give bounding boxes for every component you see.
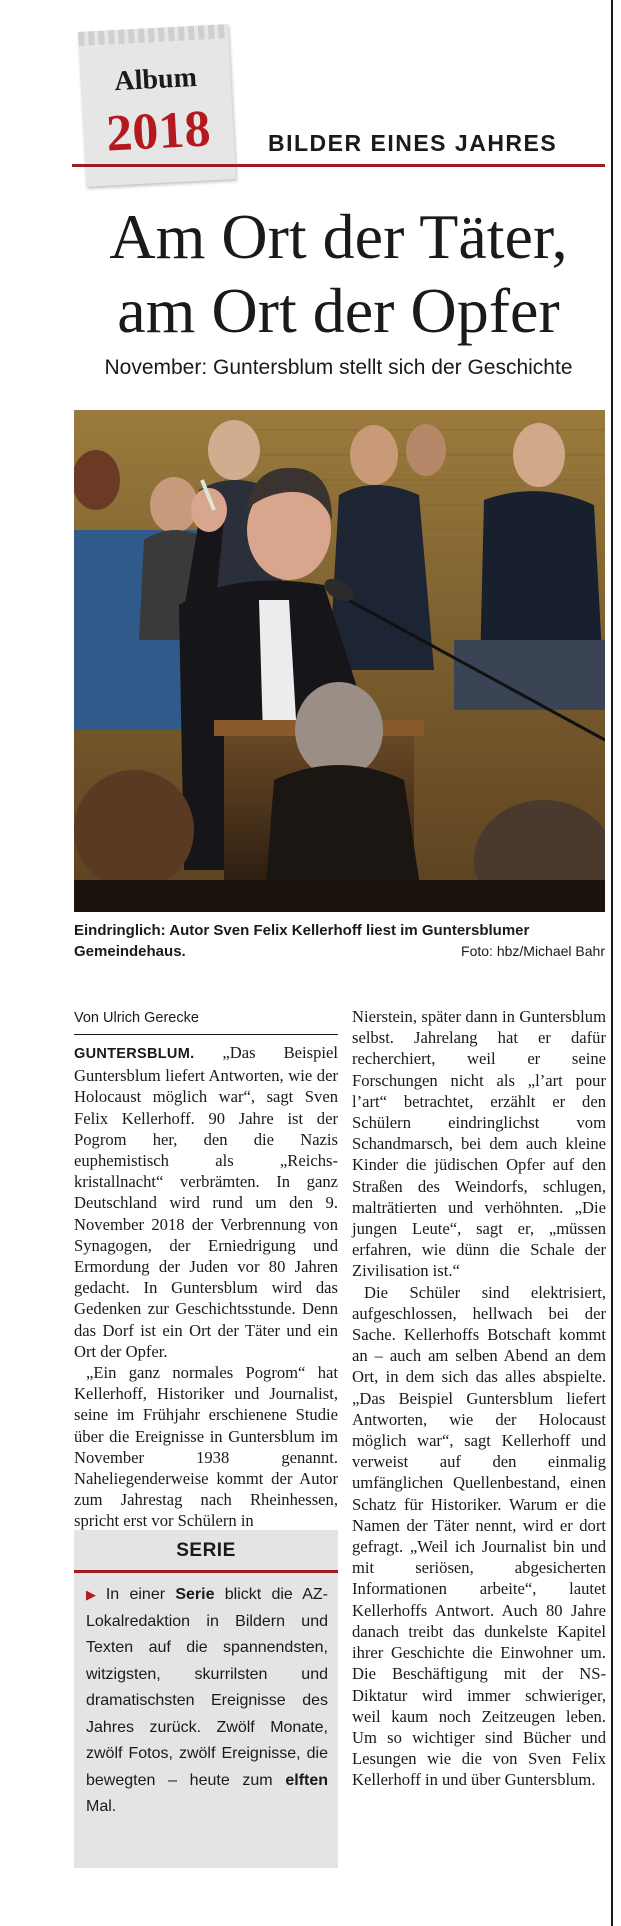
headline: [72, 200, 605, 348]
serie-text-part: blickt die AZ-Lokalredaktion in Bildern und Texten auf die spannendsten, witzigsten, skurrilsten und dramatischsten Ereignisse des Jahres zurück. Zwölf Monate, zwölf Fotos, zwölf Ereignisse, die bewegten – heute zum: [86, 1586, 328, 1789]
serie-box: [74, 1530, 338, 1868]
article-paragraph: [74, 1042, 338, 1362]
caption-text: Eindringlich: Autor Sven Felix Kellerhoff liest im Guntersblumer Gemeindehaus.: [74, 922, 530, 960]
article-column-2: [352, 1006, 606, 1791]
album-year: 2018: [104, 100, 212, 163]
article-paragraph: Die Schüler sind elektrisiert, aufgeschlossen, hellwach bei der Sache. Kellerhoffs Botschaft kommt an – auch am selben Abend an dem Ort, in dem sich das alles abspielte. „Das Beispiel Guntersblum liefert Antworten, wie der Holocaust möglich war“, sagt Kellerhoff und verweist auf den einmalig umfänglichen Quellenbestand, einen Schatz für Historiker. Warum er die Namen der Täter nennt, wird er dort gefragt. „Weil ich Journalist bin und mit seriösen, abgesicherten Informationen arbeite“, lautet Kellerhoffs Antwort. Auch 80 Jahre danach treibt das dunkelste Kapitel ihrer Geschichte die Einwohner um. Die Beschäftigung mit der NS-Diktatur wird immer schwieriger, weil kaum noch Zeitzeugen leben. Um so wichtiger sind Bücher und Lesungen wie die von Sven Felix Kellerhoff in und über Guntersblum.: [352, 1282, 606, 1790]
dateline: GUNTERSBLUM.: [74, 1046, 195, 1062]
headline-line-2: am Ort der Opfer: [117, 275, 560, 346]
album-word: Album: [113, 61, 198, 98]
headline-line-1: Am Ort der Täter,: [109, 201, 568, 272]
article-column-1: [74, 1042, 338, 1532]
serie-text-part: In einer: [105, 1586, 166, 1603]
photo-caption: [74, 920, 605, 962]
byline: Von Ulrich Gerecke: [74, 1010, 199, 1026]
serie-text-part: Mal.: [86, 1798, 117, 1815]
article-photo: [74, 410, 605, 912]
paragraph-text: „Das Beispiel Guntersblum liefert Antworten, wie der Holocaust möglich war“, sagt Sven Felix Kellerhoff. 90 Jahre ist der Pogrom her, den die Nazis euphemistisch als „Reichs-kristallnacht“ verbrämten. In ganz Deutschland wird rund um den 9. November 2018 der Verbrennung von Synagogen, der Erniedrigung und Ermordung der Juden vor 80 Jahren gedacht. In Guntersblum wird das Gedenken zur Geschichtsstunde. Denn das Dorf ist ein Ort der Täter und ein Ort der Opfer.: [74, 1043, 338, 1361]
header-divider: [72, 164, 605, 167]
serie-text: [86, 1582, 328, 1821]
section-kicker: BILDER EINES JAHRES: [268, 130, 558, 156]
serie-bold: elften: [285, 1771, 329, 1789]
serie-title: SERIE: [176, 1540, 236, 1561]
serie-bold: Serie: [175, 1586, 215, 1603]
subheadline: November: Guntersblum stellt sich der Geschichte: [104, 356, 573, 379]
notepad-binding: [78, 24, 229, 46]
photo-credit: Foto: hbz/Michael Bahr: [461, 943, 605, 959]
triangle-bullet-icon: ▶: [86, 1587, 102, 1602]
album-2018-logo: [78, 24, 236, 187]
article-paragraph: „Ein ganz normales Pogrom“ hat Kellerhoff, Historiker und Journalist, seine im Frühjahr erschienene Studie über die Ereignisse in Guntersblum im November 1938 genannt. Naheliegenderweise kommt der Autor zum Jahrestag nach Rheinhessen, spricht erst vor Schülern in: [74, 1363, 338, 1531]
article-paragraph: Nierstein, später dann in Guntersblum selbst. Jahrelang hat er dafür recherchiert, weil er seine Forschungen nicht als „l’art pour l’art“ betrachtet, erzählt er den Schülern eindringlichst vom Schandmarsch, bei dem auch kleine Kinder die jüdischen Opfer auf den Straßen des Weindorfs, schlugen, malträtierten und verhöhnten. „Die jungen Leute“, sagt er, „müssen erfahren, wie dünn die Schale der Zivilisation ist.“: [352, 1007, 606, 1281]
page-edge-rule: [611, 0, 613, 1926]
byline-rule: [74, 1034, 338, 1035]
serie-rule: [74, 1570, 338, 1573]
photo-illustration: [74, 410, 605, 912]
